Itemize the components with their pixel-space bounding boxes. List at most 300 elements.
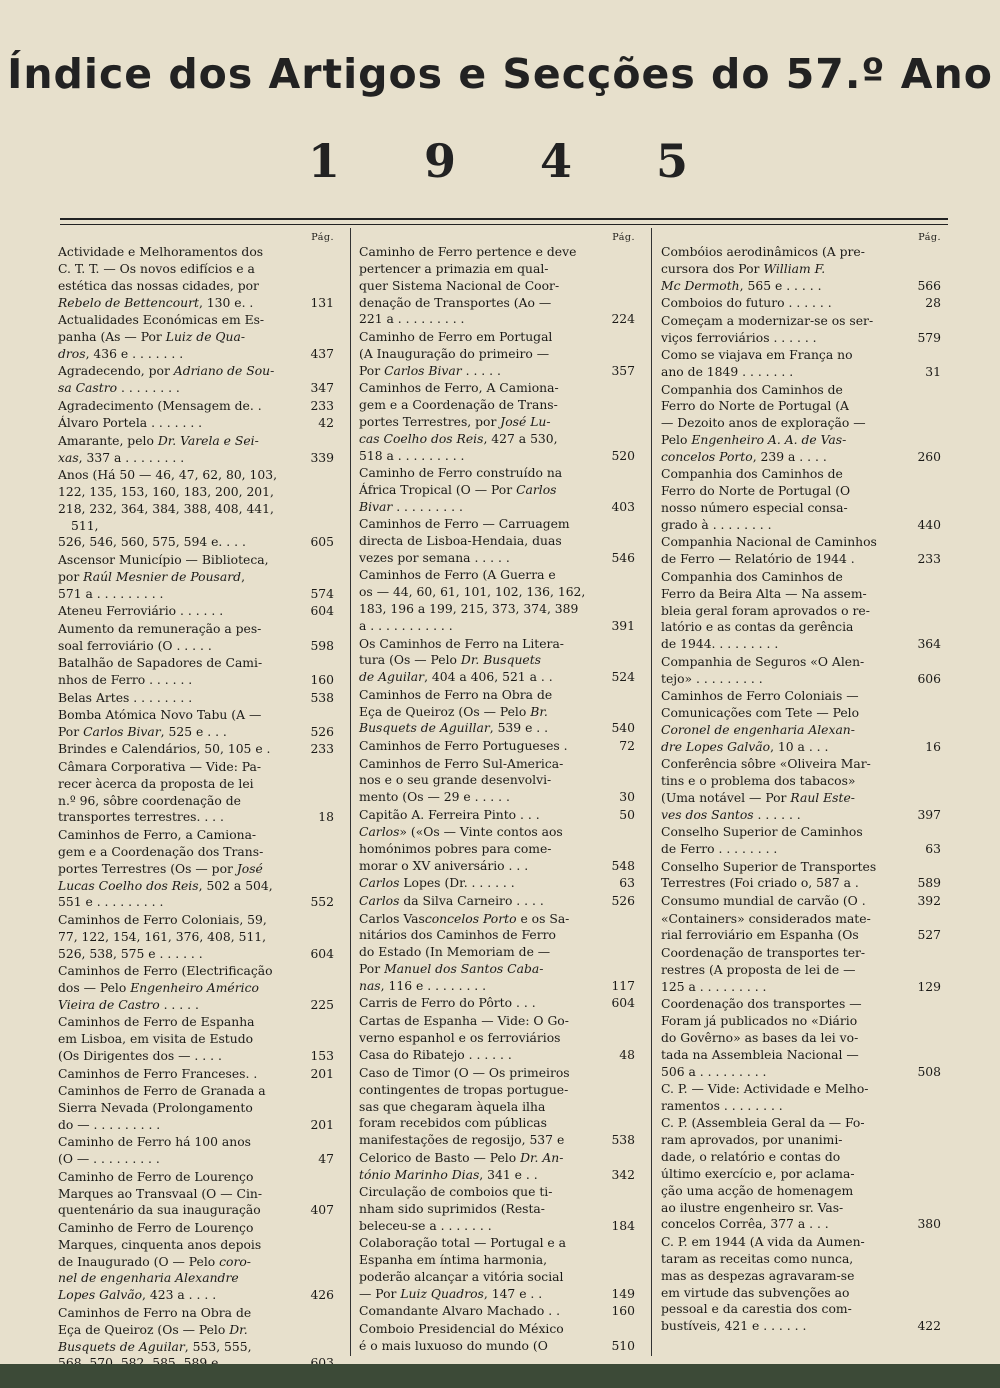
index-entry-line: dos — Pelo Engenheiro Américo — [58, 980, 259, 995]
index-entry-line: por Raúl Mesnier de Pousard, — [58, 569, 245, 584]
index-entry-line: ramentos . . . . . . . . — [661, 1098, 783, 1113]
page-number: 598 — [310, 638, 334, 653]
index-entry — [661, 466, 947, 533]
index-entry-line: mas as despezas agravaram-se — [661, 1268, 855, 1283]
index-entry-line: 526, 538, 575 e . . . . . . — [58, 946, 203, 961]
index-entry-line: C. T. T. — Os novos edifícios e a — [58, 261, 255, 276]
column-divider — [651, 228, 652, 1356]
index-entry — [58, 398, 340, 415]
index-entry-line: Eça de Queiroz (Os — Pelo Dr. — [58, 1322, 248, 1337]
index-entry — [661, 756, 947, 823]
index-entry-line: os — 44, 60, 61, 101, 102, 136, 162, — [359, 585, 586, 600]
index-entry-line: 551 e . . . . . . . . . — [58, 895, 164, 910]
index-entry-line: Comboio Presidencial do México — [359, 1321, 564, 1336]
index-entry-line: viços ferroviários . . . . . . — [661, 330, 817, 345]
index-entry-line: Comunicações com Tete — Pelo — [661, 705, 860, 720]
index-entry-line: nhos de Ferro . . . . . . — [58, 672, 193, 687]
index-entry-line: mento (Os — 29 e . . . . . — [359, 790, 510, 805]
index-entry — [58, 1014, 340, 1065]
index-entry — [359, 465, 641, 516]
index-entry — [58, 433, 340, 467]
index-entry-line: a . . . . . . . . . . . — [359, 619, 453, 633]
index-entry-line: dros, 436 e . . . . . . . — [58, 346, 184, 361]
index-entry-line: tins e o problema dos tabacos» — [661, 774, 856, 789]
index-entry-line: directa de Lisboa-Hendaia, duas — [359, 534, 562, 549]
index-entry-line: do — . . . . . . . . . — [58, 1117, 161, 1132]
index-entry-line: C. P. em 1944 (A vida da Aumen- — [661, 1235, 865, 1249]
index-entry — [661, 347, 947, 381]
page-number: 131 — [310, 295, 334, 310]
index-entry — [58, 827, 340, 911]
index-entry-line: Vieira de Castro . . . . . — [58, 997, 199, 1012]
page-number: 524 — [611, 670, 635, 685]
index-entry-line: Caminhos de Ferro Franceses. . — [58, 1066, 258, 1081]
index-entry-line: bustíveis, 421 e . . . . . . — [661, 1319, 807, 1334]
page-number: 538 — [310, 690, 334, 705]
page-number: 403 — [611, 499, 635, 514]
page-number: 42 — [318, 416, 334, 431]
page-number: 160 — [611, 1304, 635, 1319]
page-number: 233 — [310, 398, 334, 413]
page-number: 63 — [619, 876, 635, 891]
page-number: 440 — [917, 517, 941, 532]
index-entry-line: Bomba Atómica Novo Tabu (A — — [58, 708, 262, 723]
index-entry-line: Caminhos de Ferro — Carruagem — [359, 517, 570, 532]
index-entry — [359, 824, 641, 875]
page-number: 339 — [310, 450, 334, 465]
index-entry-line: Caminhos de Ferro na Obra de — [58, 1305, 252, 1320]
page-number: 357 — [611, 363, 635, 378]
page-number: 18 — [318, 810, 334, 825]
index-entry — [661, 244, 947, 295]
index-entry-line: último exercício e, por aclama- — [661, 1166, 855, 1181]
index-entry-line: Lopes Galvão, 423 a . . . . — [58, 1288, 217, 1303]
index-entry — [359, 244, 641, 328]
index-entry — [58, 707, 340, 741]
index-entry-line: Comandante Alvaro Machado . . — [359, 1304, 560, 1319]
page-number: 342 — [611, 1167, 635, 1182]
index-entry — [661, 859, 947, 893]
index-entry-line: Carlos da Silva Carneiro . . . . — [359, 894, 544, 908]
page-number: 510 — [611, 1338, 635, 1353]
index-entry-line: Carlos Lopes (Dr. . . . . . . — [359, 876, 515, 891]
index-entry-line: Capitão A. Ferreira Pinto . . . — [359, 807, 540, 822]
index-entry-line: Terrestres (Foi criado o, 587 a . — [661, 876, 859, 891]
index-entry — [58, 655, 340, 689]
index-entry — [359, 516, 641, 567]
index-entry-line: (A Inauguração do primeiro — — [359, 346, 550, 361]
index-entry-line: pertencer a primazia em qual- — [359, 261, 549, 276]
index-entry-line: taram as receitas como nunca, — [661, 1251, 854, 1266]
page-number: 548 — [611, 858, 635, 873]
index-entry — [359, 1047, 641, 1064]
page-title: Índice dos Artigos e Secções do 57.º Ano — [7, 50, 993, 98]
index-entry-line: Carlos» («Os — Vinte contos aos — [359, 825, 563, 840]
index-entry-line: tónio Marinho Dias, 341 e . . — [359, 1167, 538, 1182]
index-entry-line: Eça de Queiroz (Os — Pelo Br. — [359, 704, 548, 719]
index-entry-line: Os Caminhos de Ferro na Litera- — [359, 636, 564, 651]
page-number: 364 — [917, 637, 941, 652]
index-entry — [661, 911, 947, 945]
index-entry — [58, 759, 340, 826]
index-entry-line: rial ferroviário em Espanha (Os — [661, 928, 859, 943]
page-number: 391 — [611, 619, 635, 633]
index-entry-line: Pelo Engenheiro A. A. de Vas- — [661, 433, 847, 448]
index-entry-line: portes Terrestres (Os — por José — [58, 861, 263, 876]
page-number: 184 — [611, 1218, 635, 1233]
index-entry-line: 122, 135, 153, 160, 183, 200, 201, — [58, 484, 274, 499]
index-entry-line: em virtude das subvenções ao — [661, 1285, 850, 1300]
index-entry-line: bleia geral foram aprovados o re- — [661, 603, 870, 618]
index-entry-line: (O — . . . . . . . . . — [58, 1152, 160, 1167]
index-entry-line: Marques ao Transvaal (O — Cin- — [58, 1186, 263, 1201]
index-entry — [661, 893, 947, 910]
index-entry — [58, 912, 340, 963]
index-entry — [58, 552, 340, 603]
index-entry-line: 125 a . . . . . . . . . — [661, 979, 767, 994]
page-number: 260 — [917, 449, 941, 464]
page-number: 604 — [611, 996, 635, 1011]
index-entry — [58, 415, 340, 432]
index-entry — [359, 567, 641, 634]
page-number: 397 — [917, 807, 941, 822]
index-entry-line: Por Carlos Bivar, 525 e . . . — [58, 724, 227, 739]
index-entry-line: concelos Porto, 239 a . . . . — [661, 449, 827, 464]
index-entry — [58, 1066, 340, 1083]
index-entry-line: Belas Artes . . . . . . . . — [58, 690, 193, 705]
index-entry-line: Busquets de Aguillar, 539 e . . — [359, 721, 549, 736]
index-entry-line: «Containers» considerados mate- — [661, 911, 871, 926]
index-entry-line: Coronel de engenharia Alexan- — [661, 722, 855, 737]
page-number: 437 — [310, 346, 334, 361]
index-entry — [359, 380, 641, 464]
index-entry-line: Caminhos de Ferro Sul-America- — [359, 756, 564, 771]
index-entry-line: é o mais luxuoso do mundo (O — [359, 1338, 548, 1353]
header-rule — [60, 218, 948, 220]
index-entry-line: Ferro do Norte de Portugal (A — [661, 399, 849, 414]
index-entry-line: Caminho de Ferro pertence e deve — [359, 245, 577, 259]
index-column-2 — [359, 232, 641, 1352]
index-entry-line: restres (A proposta de lei de — — [661, 962, 856, 977]
index-entry — [58, 467, 340, 551]
index-entry — [58, 621, 340, 655]
index-entry-line: Mc Dermoth, 565 e . . . . . — [661, 278, 822, 293]
index-entry — [359, 1235, 641, 1302]
index-entry — [661, 295, 947, 312]
page-number: 566 — [917, 278, 941, 293]
index-entry-line: Caminhos de Ferro (A Guerra e — [359, 568, 556, 583]
index-entry-line: Bivar . . . . . . . . . — [359, 499, 463, 514]
index-entry-line: Actualidades Económicas em Es- — [58, 313, 265, 328]
index-entry-line: tura (Os — Pelo Dr. Busquets — [359, 653, 542, 668]
index-entry — [661, 996, 947, 1080]
index-entry-line: em Lisboa, em visita de Estudo — [58, 1032, 254, 1047]
index-entry — [58, 244, 340, 311]
index-entry-line: quentenário da sua inauguração — [58, 1203, 261, 1218]
index-entry-line: Por Manuel dos Santos Caba- — [359, 962, 544, 977]
index-entry — [58, 312, 340, 363]
page-number: 526 — [310, 724, 334, 739]
index-entry-line: 218, 232, 364, 384, 388, 408, 441, 511, — [58, 501, 274, 533]
index-entry — [58, 1305, 340, 1372]
index-entry-line: foram recebidos com públicas — [359, 1116, 547, 1131]
index-entry-line: manifestações de regosijo, 537 e — [359, 1133, 565, 1148]
index-entry-line: nel de engenharia Alexandre — [58, 1271, 239, 1286]
index-entry-line: sas que chegaram àquela ilha — [359, 1099, 546, 1114]
page-number: 540 — [611, 721, 635, 736]
index-entry-line: de Ferro . . . . . . . . — [661, 842, 778, 857]
page-number: 392 — [917, 894, 941, 908]
index-entry-line: verno espanhol e os ferroviários — [359, 1030, 561, 1045]
index-entry — [58, 1083, 340, 1134]
index-entry-line: Ascensor Município — Biblioteca, — [58, 553, 269, 567]
index-entry-line: ves dos Santos . . . . . . — [661, 807, 801, 822]
index-entry-line: de 1944. . . . . . . . . — [661, 637, 779, 652]
index-entry-line: sa Castro . . . . . . . . — [58, 381, 180, 396]
index-entry-line: Lucas Coelho dos Reis, 502 a 504, — [58, 878, 273, 893]
index-entry-line: Caminho de Ferro de Lourenço — [58, 1169, 254, 1184]
index-entry-line: do Estado (In Memoriam de — — [359, 945, 551, 960]
index-entry-line: Coordenação dos transportes — — [661, 997, 862, 1012]
index-entry-line: Companhia dos Caminhos de — [661, 569, 843, 584]
index-entry-line: África Tropical (O — Por Carlos — [359, 482, 557, 497]
index-entry-line: Busquets de Aguilar, 553, 555, — [58, 1339, 252, 1354]
index-entry — [359, 1013, 641, 1047]
page-number: 605 — [310, 535, 334, 550]
page-number: 552 — [310, 895, 334, 910]
index-entry-line: Caminho de Ferro há 100 anos — [58, 1135, 251, 1150]
index-entry-line: Consumo mundial de carvão (O . — [661, 894, 866, 908]
index-entry — [58, 363, 340, 397]
index-entry-line: de Ferro — Relatório de 1944 . — [661, 552, 855, 567]
page-number: 201 — [310, 1117, 334, 1132]
page-number: 153 — [310, 1049, 334, 1064]
index-entry-line: ção uma acção de homenagem — [661, 1183, 854, 1198]
index-entry — [359, 329, 641, 380]
index-entry-line: Circulação de comboios que ti- — [359, 1185, 553, 1200]
page-number: 407 — [310, 1203, 334, 1218]
page-number: 233 — [310, 742, 334, 757]
index-entry — [359, 756, 641, 807]
index-entry-line: concelos Corrêa, 377 a . . . — [661, 1217, 829, 1232]
index-entry-line: quer Sistema Nacional de Coor- — [359, 278, 560, 293]
index-entry-line: dade, o relatório e contas do — [661, 1150, 841, 1165]
page-number: 527 — [917, 928, 941, 943]
year-heading: 1 9 4 5 — [307, 134, 723, 188]
index-entry-line: Companhia dos Caminhos de — [661, 467, 843, 482]
index-entry — [359, 687, 641, 738]
index-entry-line: Caminhos de Ferro, a Camiona- — [58, 828, 257, 842]
index-entry-line: estética das nossas cidades, por — [58, 278, 259, 293]
page-number: 604 — [310, 604, 334, 619]
index-entry — [359, 911, 641, 995]
index-entry-line: Caminho de Ferro construído na — [359, 466, 563, 481]
index-entry-line: Companhia de Seguros «O Alen- — [661, 654, 865, 669]
index-entry-line: ano de 1849 . . . . . . . — [661, 364, 794, 379]
page-number: 16 — [925, 739, 941, 754]
index-entry-line: soal ferroviário (O . . . . . — [58, 638, 212, 653]
index-entry-line: C. P. — Vide: Actividade e Melho- — [661, 1082, 869, 1097]
index-entry — [58, 1134, 340, 1168]
index-entry-line: gem e a Coordenação de Trans- — [359, 397, 558, 412]
index-entry — [359, 1065, 641, 1149]
index-entry-line: Colaboração total — Portugal e a — [359, 1236, 567, 1251]
index-entry-line: Amarante, pelo Dr. Varela e Sei- — [58, 433, 259, 448]
index-entry — [58, 741, 340, 758]
index-entry-line: Actividade e Melhoramentos dos — [58, 245, 264, 259]
index-entry-line: nosso número especial consa- — [661, 501, 848, 516]
index-entry — [661, 534, 947, 568]
index-entry — [661, 1115, 947, 1233]
index-entry-line: Combóios aerodinâmicos (A pre- — [661, 245, 865, 259]
page-column-header: Pág. — [612, 232, 635, 243]
index-entry-line: Companhia Nacional de Caminhos — [661, 535, 877, 550]
index-entry-line: poderão alcançar a vitória social — [359, 1270, 564, 1285]
index-entry-line: Casa do Ribatejo . . . . . . — [359, 1048, 512, 1063]
index-entry-line: pessoal e da carestia dos com- — [661, 1302, 852, 1317]
page-number: 149 — [611, 1286, 635, 1301]
page-number: 508 — [917, 1064, 941, 1079]
index-entry — [58, 690, 340, 707]
index-entry-line: Sierra Nevada (Prolongamento — [58, 1100, 253, 1115]
index-entry — [58, 963, 340, 1014]
index-entry — [359, 1303, 641, 1320]
index-entry-line: Celorico de Basto — Pelo Dr. An- — [359, 1150, 564, 1165]
index-entry — [359, 1184, 641, 1235]
index-entry-line: Agradecimento (Mensagem de. . — [58, 398, 262, 413]
index-entry-line: — Dezoito anos de exploração — — [661, 416, 866, 431]
index-entry-line: 506 a . . . . . . . . . — [661, 1064, 767, 1079]
page-number: 225 — [310, 997, 334, 1012]
index-entry-line: transportes terrestres. . . . — [58, 810, 224, 825]
index-entry — [661, 313, 947, 347]
index-entry-line: morar o XV aniversário . . . — [359, 858, 529, 873]
page-number: 224 — [611, 312, 635, 327]
index-entry — [58, 1169, 340, 1220]
page-number: 426 — [310, 1288, 334, 1303]
index-entry — [359, 807, 641, 824]
index-entry — [661, 1081, 947, 1115]
index-entry-line: cas Coelho dos Reis, 427 a 530, — [359, 431, 558, 446]
index-entry-line: Caminho de Ferro em Portugal — [359, 329, 553, 344]
index-entry-line: ram aprovados, por unanimi- — [661, 1133, 843, 1148]
index-entry-line: Coordenação de transportes ter- — [661, 945, 866, 960]
index-entry-line: nos e o seu grande desenvolvi- — [359, 773, 552, 788]
index-entry — [661, 569, 947, 653]
index-entry-line: portes Terrestres, por José Lu- — [359, 414, 551, 429]
index-entry-line: Aumento da remuneração a pes- — [58, 621, 262, 636]
page-number: 48 — [619, 1048, 635, 1063]
index-entry — [359, 995, 641, 1012]
index-entry-line: denação de Transportes (Ao — — [359, 295, 552, 310]
index-entry-line: Agradecendo, por Adriano de Sou- — [58, 364, 275, 379]
index-entry-line: Caminhos de Ferro Coloniais, 59, — [58, 912, 267, 927]
index-entry-line: Cartas de Espanha — Vide: O Go- — [359, 1013, 569, 1028]
index-entry — [661, 1234, 947, 1335]
index-entry-line: nham sido suprimidos (Resta- — [359, 1202, 545, 1216]
index-entry-line: (Os Dirigentes dos — . . . . — [58, 1049, 222, 1064]
page-number: 160 — [310, 672, 334, 687]
index-entry-line: 518 a . . . . . . . . . — [359, 448, 465, 463]
page-number: 538 — [611, 1133, 635, 1148]
page-column-header: Pág. — [918, 232, 941, 243]
page-number: 28 — [925, 296, 941, 311]
index-entry-line: Caminho de Ferro de Lourenço — [58, 1220, 254, 1235]
index-entry-line: panha (As — Por Luiz de Qua- — [58, 329, 246, 344]
index-entry-line: Câmara Corporativa — Vide: Pa- — [58, 759, 262, 774]
page-number: 201 — [310, 1066, 334, 1081]
index-entry-line: do Govêrno» as bases da lei vo- — [661, 1030, 859, 1045]
page-number: 31 — [925, 364, 941, 379]
page-number: 233 — [917, 552, 941, 567]
index-entry-line: Ferro do Norte de Portugal (O — [661, 484, 851, 499]
index-entry-line: Por Carlos Bivar . . . . . — [359, 363, 501, 378]
index-entry-line: Caminhos de Ferro, A Camiona- — [359, 381, 559, 396]
index-entry-line: — Por Luiz Quadros, 147 e . . — [359, 1286, 543, 1301]
page-number: 422 — [917, 1319, 941, 1334]
index-entry-line: Marques, cinquenta anos depois — [58, 1237, 262, 1252]
index-entry-line: Como se viajava em França no — [661, 348, 853, 363]
index-entry-line: cursora dos Por William F. — [661, 261, 826, 276]
index-entry-line: Batalhão de Sapadores de Cami- — [58, 656, 263, 671]
index-entry-line: Caminhos de Ferro Portugueses . — [359, 738, 568, 753]
header-rule-thin — [60, 224, 948, 225]
page-number: 63 — [925, 842, 941, 857]
index-entry — [661, 688, 947, 755]
index-entry-line: dre Lopes Galvão, 10 a . . . — [661, 739, 829, 754]
index-entry-line: latório e as contas da gerência — [661, 620, 854, 635]
index-entry-line: tada na Assembleia Nacional — — [661, 1047, 859, 1062]
index-entry-line: tejo» . . . . . . . . . — [661, 671, 763, 686]
index-entry-line: Conferência sôbre «Oliveira Mar- — [661, 757, 871, 772]
index-entry-line: Brindes e Calendários, 50, 105 e . — [58, 742, 271, 757]
bottom-binding-strip — [0, 1364, 1000, 1388]
page-number: 604 — [310, 946, 334, 961]
index-entry-line: Ferro da Beira Alta — Na assem- — [661, 586, 867, 601]
index-entry-line: Álvaro Portela . . . . . . . — [58, 416, 203, 431]
page-number: 546 — [611, 550, 635, 565]
index-entry-line: contingentes de tropas portugue- — [359, 1082, 569, 1097]
index-entry — [661, 824, 947, 858]
page-number: 520 — [611, 448, 635, 463]
index-entry-line: nitários dos Caminhos de Ferro — [359, 928, 556, 943]
index-entry-line: de Inaugurado (O — Pelo coro- — [58, 1254, 251, 1269]
index-entry-line: de Aguilar, 404 a 406, 521 a . . — [359, 670, 553, 685]
index-entry-line: grado à . . . . . . . . — [661, 517, 772, 532]
index-entry-line: nas, 116 e . . . . . . . . — [359, 978, 487, 993]
index-entry-line: vezes por semana . . . . . — [359, 550, 510, 565]
page-number: 117 — [611, 978, 635, 993]
index-entry-line: Ateneu Ferroviário . . . . . . — [58, 604, 224, 619]
index-entry-line: Foram já publicados no «Diário — [661, 1013, 858, 1028]
index-entry-line: Caminhos de Ferro de Granada a — [58, 1084, 266, 1099]
index-entry-line: Caminhos de Ferro (Electrificação — [58, 964, 273, 979]
index-entry — [359, 636, 641, 687]
index-entry-line: Caminhos de Ferro Coloniais — — [661, 689, 859, 704]
column-divider — [350, 228, 351, 1356]
page-number: 574 — [310, 586, 334, 601]
index-entry-line: Conselho Superior de Transportes — [661, 859, 877, 874]
page-number: 579 — [917, 330, 941, 345]
index-entry-line: Carlos Vasconcelos Porto e os Sa- — [359, 911, 570, 926]
index-column-3 — [661, 232, 947, 1352]
page-column-header: Pág. — [311, 232, 334, 243]
index-entry-line: Conselho Superior de Caminhos — [661, 825, 863, 840]
index-entry — [359, 738, 641, 755]
index-entry-line: Começam a modernizar-se os ser- — [661, 313, 874, 328]
index-entry-line: Caminhos de Ferro de Espanha — [58, 1015, 255, 1030]
index-entry-line: 221 a . . . . . . . . . — [359, 312, 465, 327]
